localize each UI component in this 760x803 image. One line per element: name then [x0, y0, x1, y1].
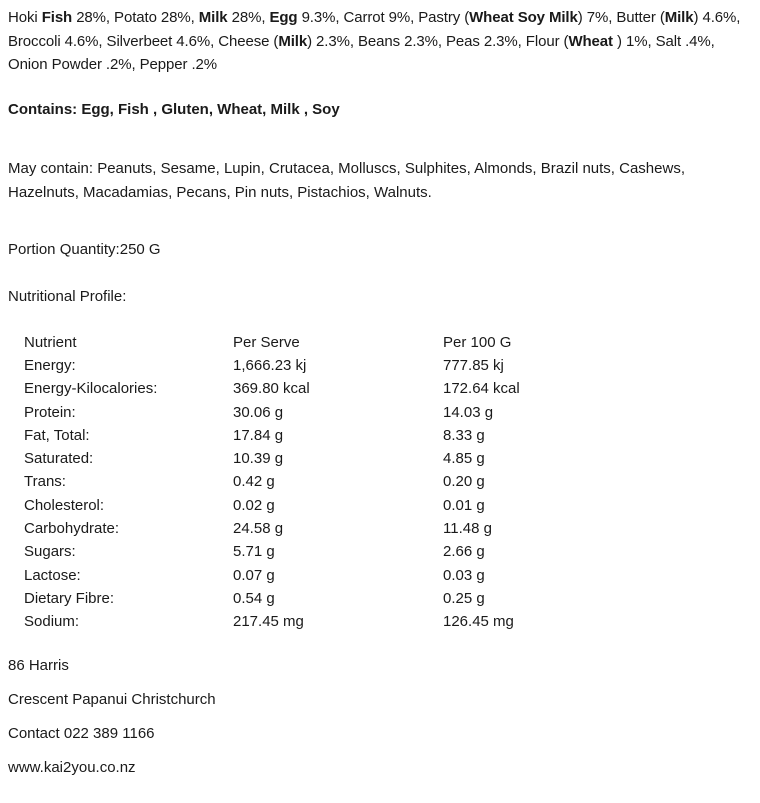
website-link[interactable]: www.kai2you.co.nz [8, 759, 136, 777]
header-per-100g: Per 100 G [443, 333, 512, 351]
ingredient-allergen: Egg [269, 9, 298, 26]
ingredient-text: Hoki [8, 9, 42, 26]
ingredient-allergen: Wheat Soy Milk [469, 9, 578, 26]
nutrient-name: Protein: [24, 403, 76, 421]
ingredient-allergen: Fish [41, 9, 73, 26]
nutrition-row [24, 494, 643, 517]
nutrition-row [24, 354, 643, 377]
per-100g-value: 777.85 kj [443, 356, 504, 374]
ingredient-allergen: Milk [664, 9, 694, 26]
nutrition-row [24, 424, 643, 447]
per-100g-value: 2.66 g [443, 543, 485, 561]
nutrition-rows [24, 354, 643, 634]
per-serve-value: 0.07 g [233, 566, 275, 584]
per-serve-value: 0.02 g [233, 496, 275, 514]
per-serve-value: 1,666.23 kj [233, 356, 307, 374]
header-nutrient: Nutrient [24, 333, 77, 351]
per-100g-value: 11.48 g [443, 520, 492, 538]
contact-phone: Contact 022 389 1166 [8, 725, 155, 743]
per-serve-value: 369.80 kcal [233, 380, 310, 398]
per-100g-value: 0.20 g [443, 473, 485, 491]
ingredient-text: ) 1%, Salt .4%, Onion Powder .2%, Pepper .2% [8, 32, 715, 73]
nutrition-table [24, 331, 643, 634]
nutrient-name: Cholesterol: [24, 496, 105, 514]
per-serve-value: 5.71 g [233, 543, 275, 561]
nutrient-name: Energy: [24, 356, 76, 374]
ingredient-text: ) 4.6%, Broccoli 4.6%, Silverbeet 4.6%, Cheese ( [8, 9, 741, 50]
per-100g-value: 172.64 kcal [443, 380, 520, 398]
nutrient-name: Lactose: [24, 566, 81, 584]
per-serve-value: 0.54 g [233, 589, 275, 607]
ingredient-allergen: Wheat [568, 32, 613, 50]
ingredient-text: 28%, [227, 9, 270, 26]
nutrient-name: Dietary Fibre: [24, 589, 115, 607]
nutrient-name: Saturated: [24, 450, 94, 468]
address-line-1: 86 Harris [8, 657, 69, 675]
per-serve-value: 17.84 g [233, 426, 284, 444]
product-info [8, 6, 756, 780]
ingredient-text: ) 2.3%, Beans 2.3%, Peas 2.3%, Flour ( [307, 32, 569, 50]
nutrient-name: Sugars: [24, 543, 76, 561]
nutritional-profile-label: Nutritional Profile: [8, 287, 127, 305]
nutrient-name: Carbohydrate: [24, 520, 120, 538]
per-serve-value: 217.45 mg [233, 613, 304, 631]
per-100g-value: 0.01 g [443, 496, 485, 514]
per-100g-value: 14.03 g [443, 403, 494, 421]
header-per-serve: Per Serve [233, 333, 300, 351]
per-serve-value: 24.58 g [233, 520, 284, 538]
ingredient-allergen: Milk [198, 9, 228, 26]
ingredient-allergen: Milk [278, 32, 308, 50]
ingredient-text: ) 7%, Butter ( [577, 9, 665, 26]
portion-quantity: Portion Quantity:250 G [8, 240, 161, 258]
nutrition-row [24, 587, 643, 610]
per-100g-value: 0.25 g [443, 589, 485, 607]
ingredient-text: 9.3%, Carrot 9%, Pastry ( [297, 9, 470, 26]
nutrition-header-row [24, 331, 643, 354]
ingredients-list [8, 6, 756, 77]
allergen-may-contain: May contain: Peanuts, Sesame, Lupin, Crutacea, Molluscs, Sulphites, Almonds, Brazil nuts, Cashews, Hazelnuts, Macadamias, Pecans, Pin nuts, Pistachios, Walnuts. [8, 159, 685, 201]
per-serve-value: 0.42 g [233, 473, 275, 491]
allergen-contains: Contains: Egg, Fish , Gluten, Wheat, Milk , Soy [8, 100, 340, 118]
nutrient-name: Fat, Total: [24, 426, 90, 444]
nutrient-name: Sodium: [24, 613, 80, 631]
nutrition-row [24, 377, 643, 400]
nutrition-row [24, 540, 643, 563]
per-100g-value: 8.33 g [443, 426, 485, 444]
nutrition-row [24, 563, 643, 586]
per-serve-value: 30.06 g [233, 403, 284, 421]
nutrition-row [24, 610, 643, 633]
nutrition-row [24, 400, 643, 423]
per-100g-value: 126.45 mg [443, 613, 514, 631]
nutrition-row [24, 470, 643, 493]
per-100g-value: 0.03 g [443, 566, 485, 584]
nutrition-row [24, 517, 643, 540]
nutrient-name: Trans: [24, 473, 66, 491]
nutrient-name: Energy-Kilocalories: [24, 380, 158, 398]
ingredient-text: 28%, Potato 28%, [72, 9, 199, 26]
per-serve-value: 10.39 g [233, 450, 284, 468]
address-line-2: Crescent Papanui Christchurch [8, 691, 216, 709]
per-100g-value: 4.85 g [443, 450, 485, 468]
nutrition-row [24, 447, 643, 470]
